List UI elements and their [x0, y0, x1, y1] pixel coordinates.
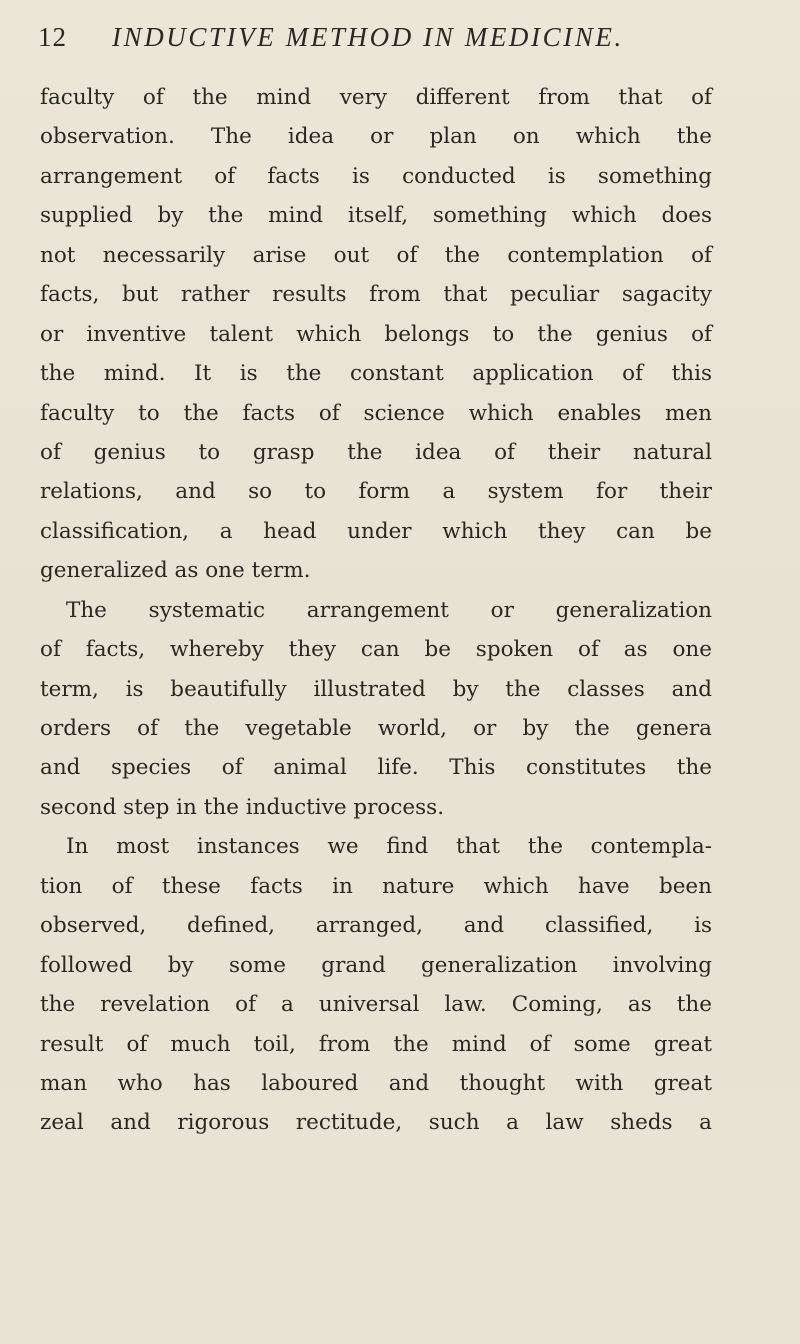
text-line: orders of the vegetable world, or by the genera — [40, 716, 712, 741]
text-line: or inventive talent which belongs to the genius of — [40, 321, 712, 347]
text-line: supplied by the mind itself, something which does — [40, 203, 712, 229]
text-line: faculty to the facts of science which enables men — [40, 400, 712, 426]
text-line: term, is beautifully illustrated by the classes and — [40, 676, 712, 702]
text-line: of facts, whereby they can be spoken of as one — [40, 637, 712, 663]
text-line: observed, defined, arranged, and classified, is — [40, 913, 712, 939]
text-line: result of much toil, from the mind of some great — [40, 1031, 712, 1057]
text-line: facts, but rather results from that peculiar sagacity — [40, 282, 712, 308]
text-line: The systematic arrangement or generalization — [66, 597, 712, 623]
text-line: observation. The idea or plan on which the — [40, 124, 712, 150]
text-line: faculty of the mind very different from that of — [40, 85, 712, 110]
text-line: tion of these facts in nature which have been — [40, 873, 712, 899]
text-line: In most instances we find that the contempla- — [66, 834, 712, 860]
text-line: of genius to grasp the idea of their natural — [40, 439, 712, 465]
text-line: followed by some grand generalization involving — [40, 952, 712, 978]
text-line: not necessarily arise out of the contemplation of — [40, 242, 712, 268]
text-line: the revelation of a universal law. Coming, as the — [40, 992, 712, 1018]
text-line: the mind. It is the constant application of this — [40, 361, 712, 387]
text-line: relations, and so to form a system for their — [40, 479, 712, 505]
text-line: generalized as one term. — [40, 558, 311, 584]
running-head: INDUCTIVE METHOD IN MEDICINE. — [112, 22, 624, 52]
page-header — [38, 18, 758, 58]
text-line: and species of animal life. This constitutes the — [40, 755, 712, 781]
text-line: arrangement of facts is conducted is something — [40, 163, 712, 189]
text-line: zeal and rigorous rectitude, such a law sheds a — [40, 1110, 712, 1136]
text-line: man who has laboured and thought with great — [40, 1070, 712, 1096]
page-number: 12 — [38, 22, 67, 52]
body-text — [40, 78, 712, 1143]
text-line: second step in the inductive process. — [40, 794, 445, 820]
text-line: classification, a head under which they can be — [40, 518, 712, 544]
